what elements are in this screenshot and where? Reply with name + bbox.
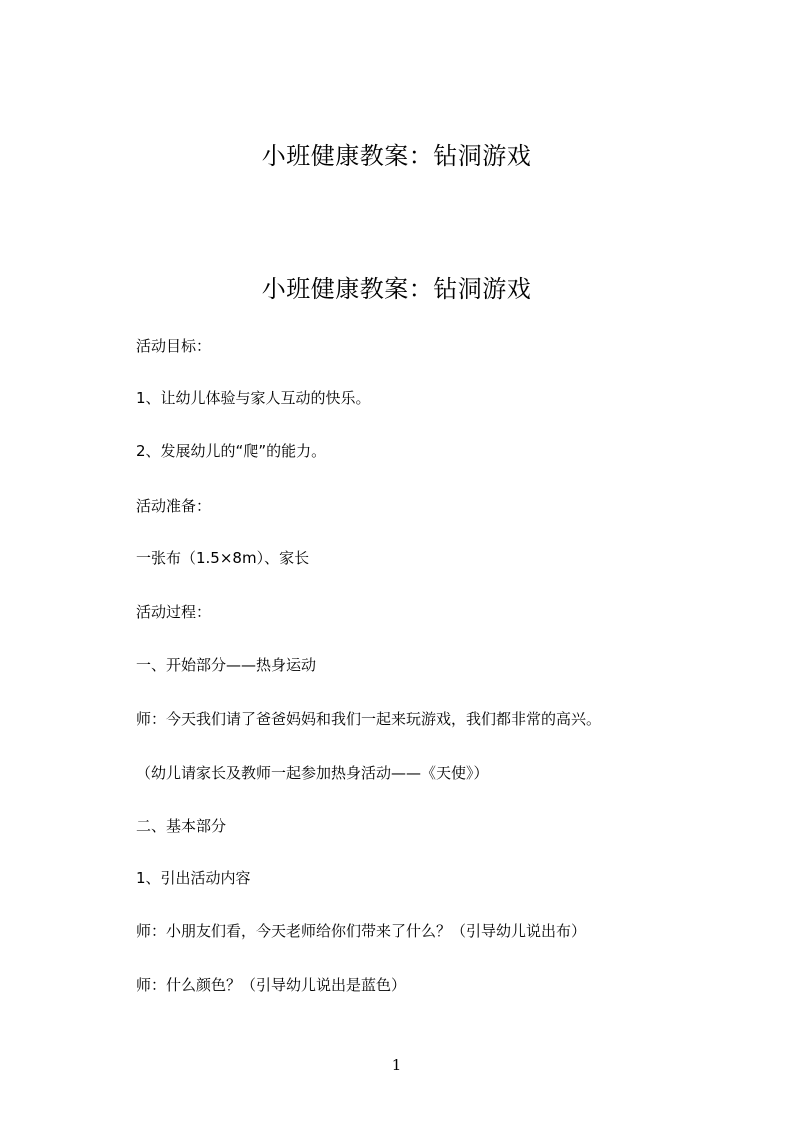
document-title-second: 小班健康教案：钻洞游戏 [261, 275, 532, 303]
paragraph-teacher-line-3: 师：什么颜色？（引导幼儿说出是蓝色） [136, 976, 407, 994]
paragraph-teacher-line-1: 师：今天我们请了爸爸妈妈和我们一起来玩游戏，我们都非常的高兴。 [136, 710, 602, 728]
paragraph-goal-1: 1、让幼儿体验与家人互动的快乐。 [136, 389, 371, 407]
paragraph-preparation-items: 一张布（1.5×8m）、家长 [136, 549, 310, 567]
paragraph-goal-2: 2、发展幼儿的“爬”的能力。 [136, 442, 327, 460]
paragraph-activity-goal-heading: 活动目标： [136, 337, 212, 355]
paragraph-section-2: 二、基本部分 [136, 817, 227, 835]
paragraph-warmup-note: （幼儿请家长及教师一起参加热身活动——《天使》） [136, 764, 489, 782]
paragraph-preparation-heading: 活动准备： [136, 497, 212, 515]
paragraph-subsection-1: 1、引出活动内容 [136, 869, 251, 887]
paragraph-section-1: 一、开始部分——热身运动 [136, 656, 317, 674]
paragraph-process-heading: 活动过程： [136, 603, 212, 621]
page-number: 1 [391, 1056, 402, 1074]
paragraph-teacher-line-2: 师：小朋友们看，今天老师给你们带来了什么？（引导幼儿说出布） [136, 922, 587, 940]
document-title-top: 小班健康教案：钻洞游戏 [261, 142, 532, 170]
